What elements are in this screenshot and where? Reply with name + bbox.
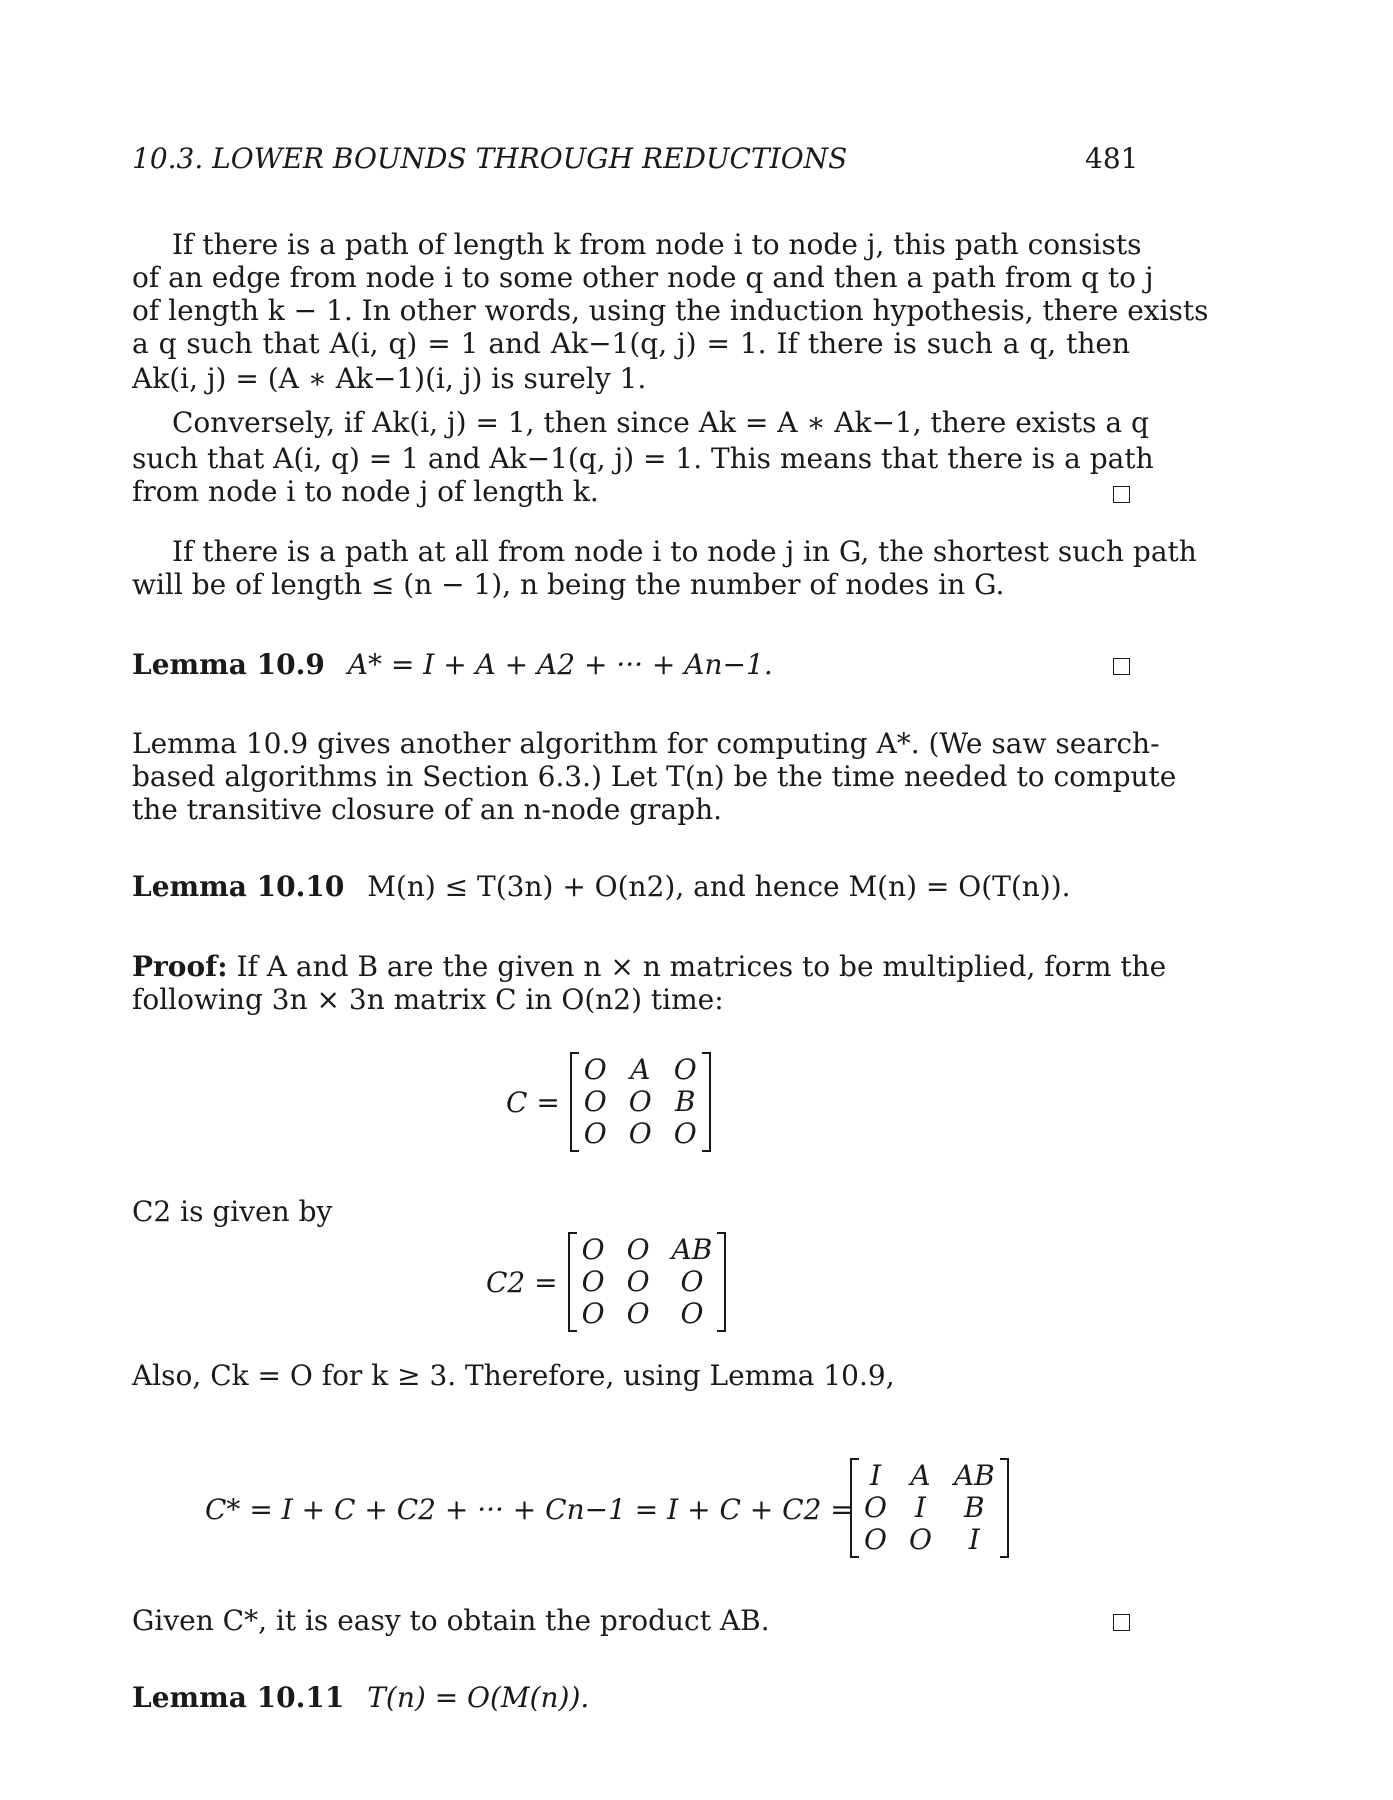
para2-line1: Conversely, if Ak(i, j) = 1, then since Ak = A ∗ Ak−1, there exists a q xyxy=(172,406,1149,439)
cstar-expression: C* = I + C + C2 + ··· + Cn−1 = I + C + C2 = xyxy=(205,1493,854,1526)
lemma-10-10 xyxy=(132,870,1130,903)
proof-line2: following 3n × 3n matrix C in O(n2) time: xyxy=(132,983,724,1016)
matrix-c2 xyxy=(486,1232,726,1332)
proof-text: If A and B are the given n × n matrices to be multiplied, form the xyxy=(236,950,1167,983)
matrix-bracket xyxy=(850,1458,1009,1558)
matrix-cell: AB xyxy=(953,1459,995,1492)
matrix-cell: A xyxy=(630,1053,651,1086)
lemma-10-11 xyxy=(132,1681,1130,1714)
matrix-cell: O xyxy=(673,1053,697,1086)
para1-line5: Ak(i, j) = (A ∗ Ak−1)(i, j) is surely 1. xyxy=(132,362,647,395)
matrix-cell: O xyxy=(626,1297,650,1330)
also-line: Also, Ck = O for k ≥ 3. Therefore, using Lemma 10.9, xyxy=(132,1359,895,1392)
matrix-cell: B xyxy=(964,1491,985,1524)
matrix-grid xyxy=(584,1054,697,1150)
matrix-cell: A xyxy=(910,1459,931,1492)
matrix-cell: O xyxy=(581,1265,605,1298)
lemma-10-9 xyxy=(132,648,1130,681)
para3-line1: If there is a path at all from node i to node j in G, the shortest such path xyxy=(172,535,1197,568)
matrix-cell: O xyxy=(628,1117,652,1150)
matrix-cell: O xyxy=(864,1523,887,1556)
matrix-lhs: C2 = xyxy=(486,1265,558,1299)
matrix-grid xyxy=(864,1460,995,1556)
matrix-cell: I xyxy=(869,1459,882,1492)
page-number: 481 xyxy=(1085,142,1139,175)
matrix-cell: O xyxy=(864,1491,887,1524)
matrix-cstar xyxy=(850,1458,1009,1558)
matrix-cell: O xyxy=(581,1233,605,1266)
matrix-cell: O xyxy=(583,1117,607,1150)
lemma-label: Lemma 10.11 xyxy=(132,1681,345,1714)
qed-box xyxy=(1113,486,1130,503)
matrix-cell: I xyxy=(968,1523,980,1556)
para1-line2: of an edge from node i to some other node q and then a path from q to j xyxy=(132,261,1154,294)
matrix-cell: O xyxy=(628,1085,652,1118)
qed-box xyxy=(1113,1614,1130,1631)
matrix-cell: I xyxy=(914,1491,926,1524)
matrix-cell: O xyxy=(583,1053,607,1086)
lemma-statement: T(n) = O(M(n)). xyxy=(367,1681,590,1714)
matrix-bracket xyxy=(568,1232,727,1332)
para4-line1: Lemma 10.9 gives another algorithm for computing A*. (We saw search- xyxy=(132,727,1160,760)
matrix-bracket xyxy=(570,1052,711,1152)
matrix-cell: O xyxy=(680,1297,704,1330)
matrix-cell: O xyxy=(581,1297,605,1330)
matrix-lhs: C = xyxy=(506,1085,560,1119)
running-header: 10.3. LOWER BOUNDS THROUGH REDUCTIONS xyxy=(132,142,848,175)
para4-line2: based algorithms in Section 6.3.) Let T(n) be the time needed to compute xyxy=(132,760,1177,793)
matrix-cell: O xyxy=(908,1523,932,1556)
lemma-statement: M(n) ≤ T(3n) + O(n2), and hence M(n) = O(T(n)). xyxy=(367,870,1071,903)
para4-line3: the transitive closure of an n-node graph. xyxy=(132,793,723,826)
matrix-cell: O xyxy=(680,1265,704,1298)
lemma-label: Lemma 10.10 xyxy=(132,870,345,903)
para1-line4: a q such that A(i, q) = 1 and Ak−1(q, j) = 1. If there is such a q, then xyxy=(132,327,1130,360)
para2-line3: from node i to node j of length k. xyxy=(132,475,599,508)
matrix-cell: O xyxy=(673,1117,697,1150)
matrix-c xyxy=(506,1052,711,1152)
given-line: Given C*, it is easy to obtain the product AB. xyxy=(132,1604,770,1637)
matrix-cell: B xyxy=(674,1085,696,1118)
qed-box xyxy=(1113,658,1130,675)
lemma-statement: A* = I + A + A2 + ··· + An−1. xyxy=(347,648,773,681)
matrix-cell: O xyxy=(626,1233,650,1266)
para3-line2: will be of length ≤ (n − 1), n being the number of nodes in G. xyxy=(132,568,1005,601)
para1-line1: If there is a path of length k from node i to node j, this path consists xyxy=(172,228,1142,261)
para2-line2: such that A(i, q) = 1 and Ak−1(q, j) = 1. This means that there is a path xyxy=(132,442,1154,475)
proof-line1 xyxy=(132,950,1167,983)
para1-line3: of length k − 1. In other words, using the induction hypothesis, there exists xyxy=(132,294,1209,327)
c2-intro: C2 is given by xyxy=(132,1195,333,1228)
proof-label: Proof: xyxy=(132,950,228,983)
matrix-cell: O xyxy=(583,1085,607,1118)
matrix-cell: AB xyxy=(671,1233,713,1266)
lemma-label: Lemma 10.9 xyxy=(132,648,325,681)
matrix-grid xyxy=(582,1234,713,1330)
matrix-cell: O xyxy=(626,1265,650,1298)
